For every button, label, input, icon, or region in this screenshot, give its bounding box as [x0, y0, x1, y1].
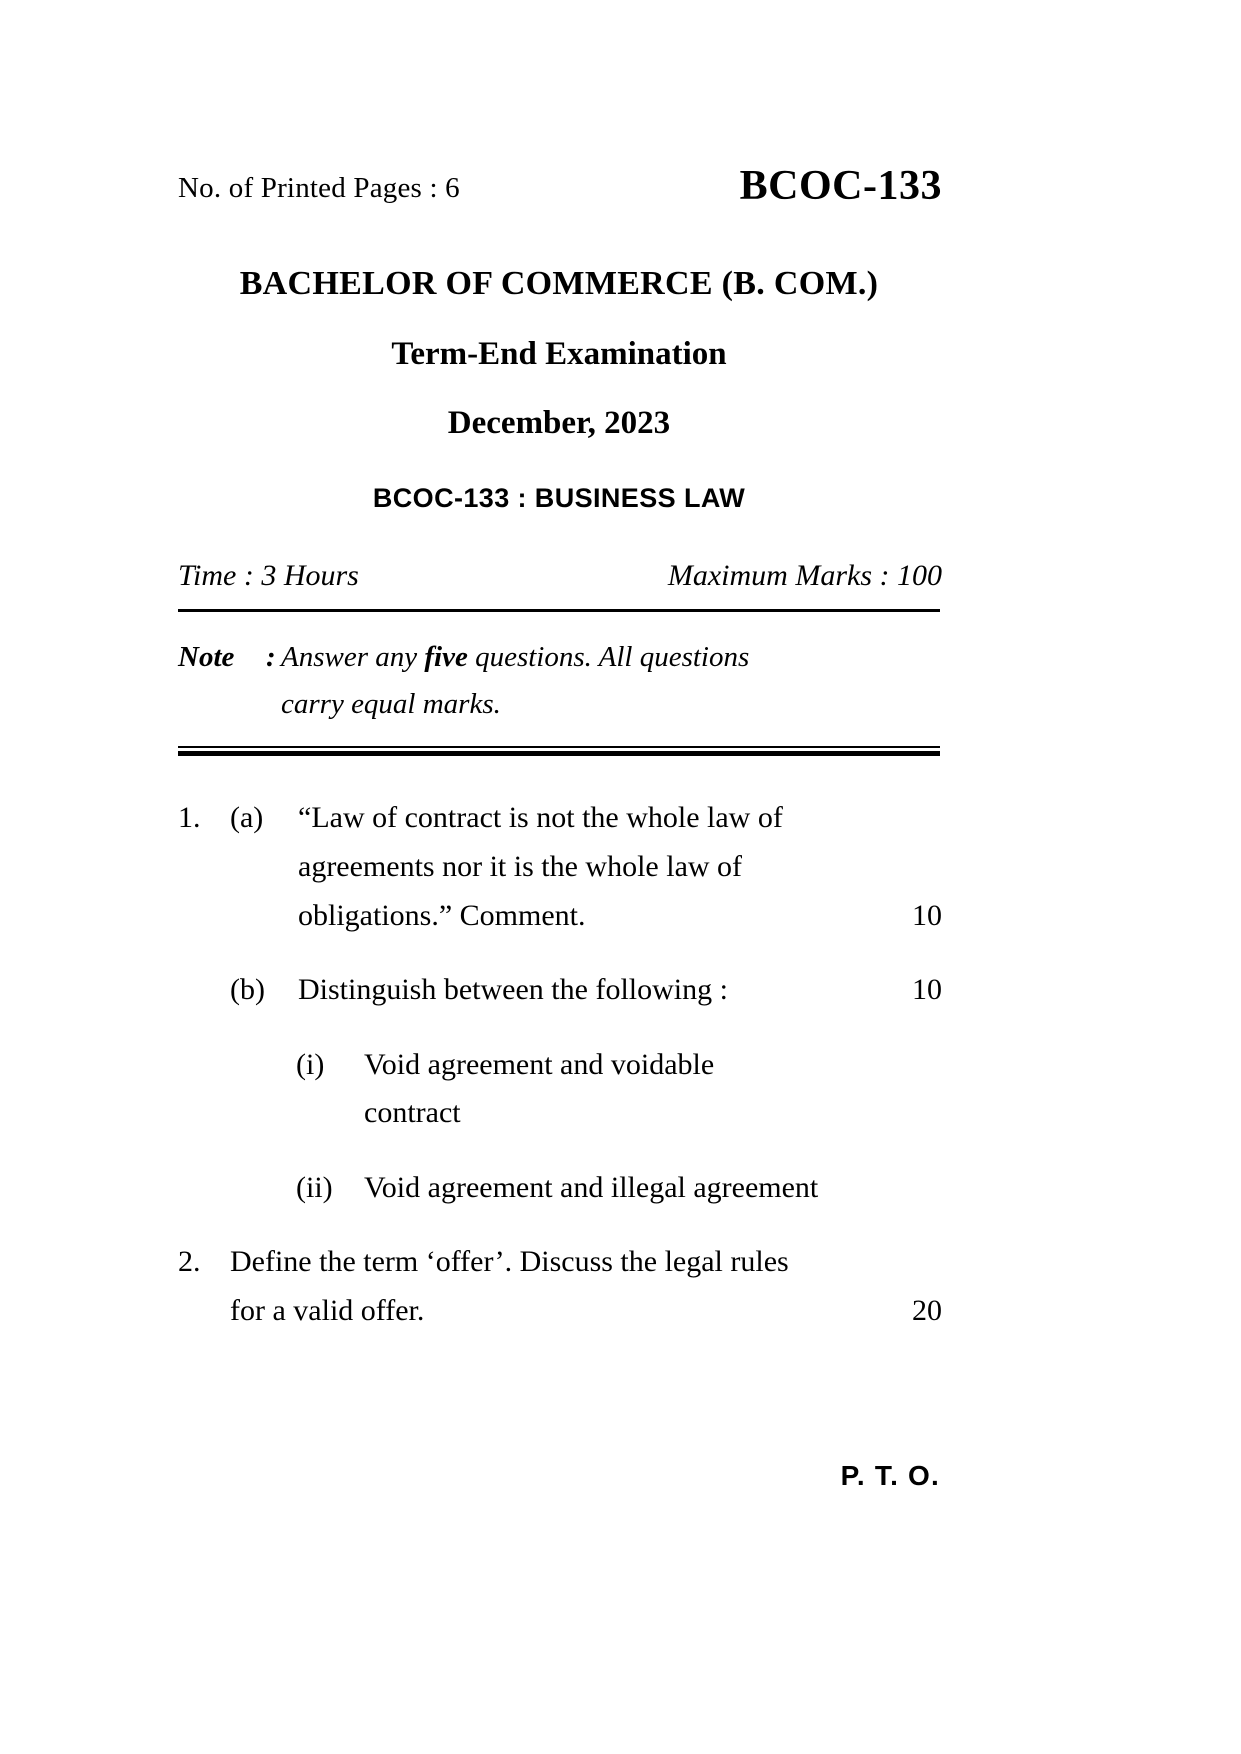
question-1a-line-1: “Law of contract is not the whole law of: [298, 801, 783, 835]
question-2-line-2: for a valid offer.: [230, 1294, 425, 1328]
exam-type-title: Term-End Examination: [391, 335, 727, 372]
question-1b-ii-line-1: Void agreement and illegal agreement: [364, 1170, 819, 1204]
header: [178, 162, 940, 220]
question-1b-ii-body: [364, 1164, 940, 1213]
maximum-marks: Maximum Marks : 100: [667, 559, 942, 593]
note-line-1: [281, 634, 940, 681]
question-1b-i-body: [364, 1041, 940, 1138]
page-turn-over-label: P. T. O.: [840, 1460, 940, 1491]
question-1b-subitem-ii: [178, 1164, 940, 1213]
note-emphasis-five: five: [424, 641, 468, 674]
question-1b-ii-label: (ii): [296, 1170, 333, 1204]
printed-pages-label: No. of Printed Pages : 6: [178, 172, 460, 204]
note-text-before-emphasis: Answer any: [281, 641, 425, 674]
question-2-number: 2.: [178, 1245, 201, 1279]
question-1b-line-1: Distinguish between the following :: [298, 973, 728, 1007]
question-2-marks: 20: [912, 1294, 942, 1328]
note-block: [178, 634, 940, 728]
question-1a-label: (a): [230, 801, 264, 835]
course-code: BCOC-133: [739, 163, 942, 209]
question-1b-i-line-2: contract: [364, 1096, 461, 1130]
exam-session: December, 2023: [447, 405, 671, 442]
questions-list: [178, 794, 940, 1335]
section-divider-rule: [178, 746, 940, 756]
page-content: [178, 0, 942, 1491]
note-label: Note: [178, 641, 235, 674]
question-1-number: 1.: [178, 801, 201, 835]
question-2-line-1: Define the term ‘offer’. Discuss the legal rules: [230, 1245, 789, 1279]
note-line-2: carry equal marks.: [281, 688, 501, 721]
question-1b-marks: 10: [912, 973, 942, 1007]
question-1b-body: [298, 966, 940, 1015]
question-1b-i-line-1: Void agreement and voidable: [364, 1047, 715, 1081]
question-1a-body: [298, 794, 940, 940]
question-1-part-b: [178, 966, 940, 1015]
question-1a-marks: 10: [912, 898, 942, 932]
subject-title: BCOC-133 : BUSINESS LAW: [372, 482, 746, 513]
title-block: [178, 264, 940, 514]
question-1b-subitem-i: [178, 1041, 940, 1138]
question-2: [178, 1238, 940, 1335]
question-1a-line-3: obligations.” Comment.: [298, 898, 586, 932]
question-1b-label: (b): [230, 973, 265, 1007]
question-2-line-2-row: [230, 1287, 940, 1336]
degree-title: BACHELOR OF COMMERCE (B. COM.): [239, 265, 879, 302]
question-1a-line-3-row: [298, 892, 940, 941]
question-1a-line-2: agreements nor it is the whole law of: [298, 849, 743, 883]
question-1b-i-label: (i): [296, 1047, 325, 1081]
section-divider-rule-thick: [178, 751, 940, 756]
question-1-part-a: [178, 794, 940, 940]
exam-meta-row: [178, 559, 940, 601]
note-text-after-emphasis: questions. All questions: [467, 641, 750, 674]
meta-divider-rule: [178, 609, 940, 612]
question-1b-line-1-row: [298, 966, 940, 1015]
note-colon: :: [266, 641, 276, 674]
exam-duration: Time : 3 Hours: [178, 559, 359, 593]
question-2-body: [230, 1238, 940, 1335]
